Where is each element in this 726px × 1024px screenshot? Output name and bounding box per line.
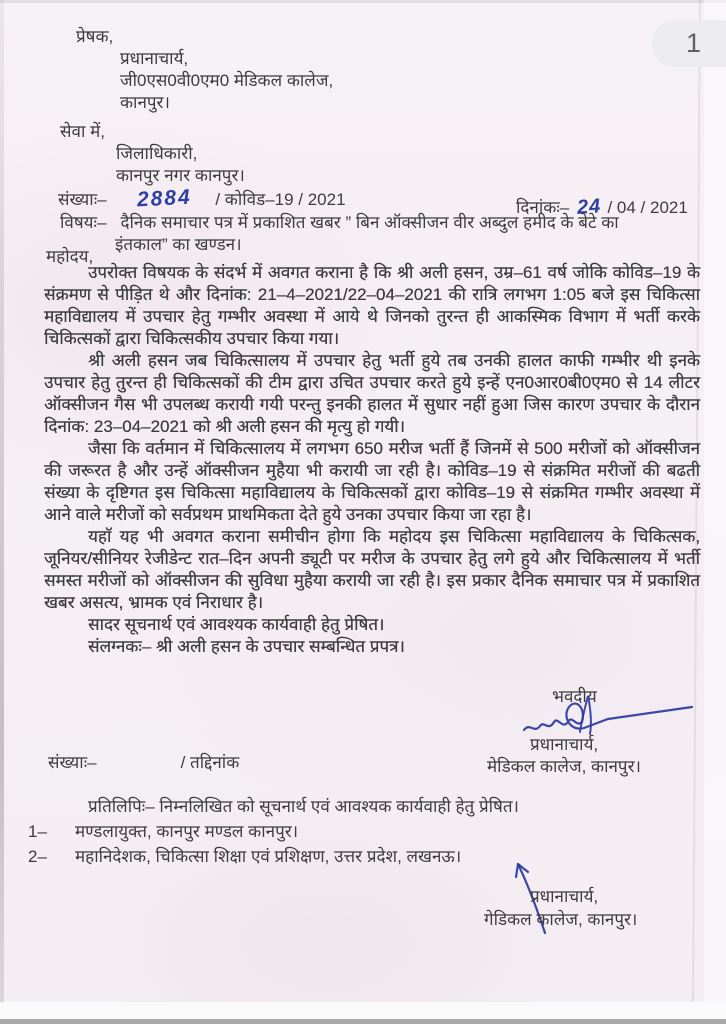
reference-suffix: / कोविड–19 / 2021 — [215, 190, 346, 209]
paragraph-4: यहाॅ यह भी अवगत कराना समीचीन होगा कि महोदय इस चिकित्सा महाविद्यालय के चिकित्सक, जूनियर/सीनियर रेजीडेन्ट रात–दिन अपनी ड्यूटी पर मरीज के उपचार हेतु लगे हुये और चिकित्सालय में भर्ती समस्त मरीजों को ऑक्सीजन की सुविधा मुहैया करायी जा रही है। इस प्रकार दैनिक समाचार पत्र में प्रकाशित खबर असत्य, भ्रामक एवं निराधार है। — [44, 527, 700, 612]
recipient-line: कानपुर नगर कानपुर। — [116, 166, 245, 185]
subject-line2: इंतकाल” का खण्डन। — [115, 235, 242, 254]
date-label: दिनांकः– — [516, 198, 570, 217]
bottom-signatory-organization: गेडिकल कालेज, कानपुर। — [484, 910, 638, 929]
letter-body — [44, 262, 700, 658]
signatory-designation: प्रधानाचार्य, — [530, 735, 599, 754]
dispatch-label: संख्याः– — [48, 753, 97, 772]
copy-to-item — [28, 821, 461, 843]
sender-line: प्रधानाचार्य, — [120, 49, 189, 68]
reference-number-line — [58, 185, 346, 212]
handwritten-reference-number: 2884 — [136, 185, 192, 212]
paragraph-3: जैसा कि वर्तमान में चिकित्सालय में लगभग 650 मरीज भर्ती हैं जिनमें से 500 मरीजों को ऑक्सीजन की जरूरत है और उन्हें ऑक्सीजन मुहैया भी करायी जा रही है। कोविड–19 से संक्रमित मरीजों की बढती संख्या के दृष्टिगत इस चिकित्सा महाविद्यालय के चिकित्सकों द्वारा कोविड–19 से संक्रमित गम्भीर अवस्था में आने वाले मरीजों को सर्वप्रथम प्राथमिकता देते हुये उनका उपचार किया जा रहा है। — [44, 439, 700, 524]
sender-block — [76, 26, 333, 114]
sender-label: प्रेषक, — [76, 27, 114, 46]
copy-to-item-number: 1– — [28, 822, 47, 841]
dispatch-suffix: / तद्दिनांक — [180, 753, 240, 772]
signature-closing: भवदीय — [552, 687, 597, 706]
subject-line1: दैनिक समाचार पत्र में प्रकाशित खबर ” बिन ऑक्सीजन वीर अब्दुल हमीद के बेटे का — [120, 213, 619, 232]
scan-edge-bottom — [0, 1019, 726, 1024]
reference-label: संख्याः– — [58, 190, 107, 209]
subject-block — [60, 212, 710, 256]
bottom-signatory-designation: प्रधानाचार्य, — [530, 887, 599, 906]
recipient-line: जिलाधिकारी, — [116, 144, 198, 163]
subject-label: विषयः– — [60, 213, 107, 232]
copy-to-item-number: 2– — [28, 847, 47, 866]
copy-to-list — [28, 821, 461, 871]
recipient-label: सेवा में, — [60, 122, 105, 141]
sender-line: जी0एस0वी0एम0 मेडिकल कालेज, — [120, 71, 334, 90]
enclosure-line: संलग्नकः– श्री अली हसन के उपचार सम्बन्धित प्रपत्र। — [88, 637, 405, 656]
scan-edge-left — [0, 0, 4, 1024]
scan-right-margin — [704, 0, 726, 1004]
copy-to-heading: प्रतिलिपिः– निम्नलिखित को सूचनार्थ एवं आवश्यक कार्यवाही हेतु प्रेषित। — [88, 797, 519, 816]
copy-to-item — [28, 846, 461, 868]
handwritten-date-day: 24 — [576, 195, 603, 219]
page-number: 1 — [686, 28, 702, 58]
date-suffix: / 04 / 2021 — [607, 198, 688, 217]
page-number-badge — [652, 20, 726, 67]
scan-bottom-band — [0, 1002, 726, 1019]
copy-to-item-text: महानिदेशक, चिकित्सा शिक्षा एवं प्रशिक्षण, उत्तर प्रदेश, लखनऊ। — [75, 847, 462, 866]
sender-line: कानपुर। — [120, 93, 170, 112]
copy-to-item-text: मण्डलायुक्त, कानपुर मण्डल कानपुर। — [75, 822, 299, 841]
dispatch-number-line — [48, 752, 239, 774]
paragraph-2: श्री अली हसन जब चिकित्सालय में उपचार हेतु भर्ती हुये तब उनकी हालत काफी गम्भीर थी इनके उपचार हेतु तुरन्त ही चिकित्सकों की टीम द्वारा उचित उपचार करते हुये इन्हें एन0आर0बी0एम0 से 14 लीटर ऑक्सीजन गैस भी उपलब्ध करायी गयी परन्तु इनकी हालत में सुधार नहीं हुआ जिस कारण उपचार के दौरान दिनांक: 23–04–2021 को श्री अली हसन की मृत्यु हो गयी। — [44, 351, 700, 436]
salutation: महोदय, — [46, 247, 94, 266]
recipient-block — [60, 121, 245, 187]
signatory-organization: मेडिकल कालेज, कानपुर। — [487, 757, 641, 776]
closing-line: सादर सूचनार्थ एवं आवश्यक कार्यवाही हेतु प्रेषित। — [88, 615, 385, 634]
scan-edge-top — [0, 0, 726, 3]
paragraph-1: उपरोक्त विषयक के संदर्भ में अवगत कराना है कि श्री अली हसन, उम्र–61 वर्ष जोकि कोविड–19 के संक्रमण से पीड़ित थे और दिनांक: 21–4–2021/22–04–2021 की रात्रि लगभग 1:05 बजे इस चिकित्सा महाविद्यालय में उपचार हेतु गम्भीर अवस्था में आये थे जिनको तुरन्त ही आकस्मिक विभाग में भर्ती करके चिकित्सकों द्वारा चिकित्सकीय उपचार किया गया। — [44, 263, 700, 348]
